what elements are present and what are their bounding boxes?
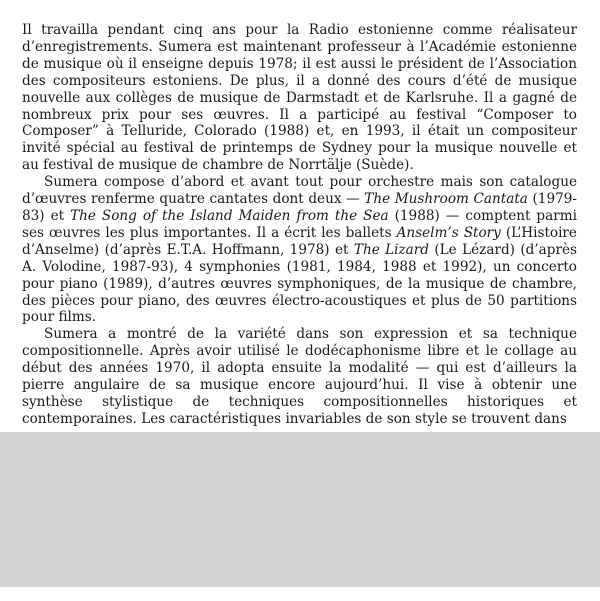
paragraph [22, 22, 577, 174]
text-run: (1988) — comptent parmi ses œuvres les plus importantes. Il a écrit les ballets [22, 207, 577, 241]
paragraph [22, 326, 577, 427]
bottom-white-strip [0, 587, 600, 601]
document-text [22, 22, 577, 428]
italic-title: The Song of the Island Maiden from the Sea [70, 207, 389, 224]
text-run: Sumera compose d’abord et avant tout pour orchestre mais son catalogue d’œuvres renferme quatre cantates dont deux — [22, 174, 577, 208]
text-run: Sumera a montré de la variété dans son expression et sa technique compositionnelle. Après avoir utilisé le dodécaphonisme libre et le collage au début des années 1970, il adopta ensuite la modalité — qui est d’ailleurs la pierre angulaire de sa musique encore aujourd’hui. Il vise à obtenir une synthèse stylistique de techniques compositionnelles historiques et contemporaines. Les caractéristiques invariables de son style se trouvent dans [22, 326, 577, 427]
italic-title: The Lizard [353, 241, 429, 258]
italic-title: The Mushroom Cantata [364, 191, 528, 208]
gray-overlay-region [0, 432, 600, 601]
text-run: Il travailla pendant cinq ans pour la Radio estonienne comme réalisateur d’enregistrements. Sumera est maintenant professeur à l’Académie estonienne de musique où il enseigne depuis 1978; il est aussi le président de l’Association des compositeurs estoniens. De plus, il a donné des cours d’été de musique nouvelle aux collèges de musique de Darmstadt et de Karlsruhe. Il a gagné de nombreux prix pour ses œuvres. Il a participé au festival “Composer to Composer” à Telluride, Colorado (1988) et, en 1993, il était un compositeur invité spécial au festival de printemps de Sydney pour la musique nouvelle et au festival de musique de chambre de Norrtälje (Suède). [22, 22, 577, 174]
text-run: (L’Histoire d’Anselme) (d’après E.T.A. Hoffmann, 1978) et [22, 224, 577, 258]
paragraph [22, 174, 577, 326]
text-run: (1979-83) et [22, 191, 577, 224]
text-run: (Le Lézard) (d’après A. Volodine, 1987-93), 4 symphonies (1981, 1984, 1988 et 1992), un concerto pour piano (1989), d’autres œuvres symphoniques, de la musique de chambre, des pièces pour piano, des œuvres électro-acoustiques et plus de 50 partitions pour films. [22, 241, 577, 326]
italic-title: Anselm’s Story [396, 224, 501, 241]
